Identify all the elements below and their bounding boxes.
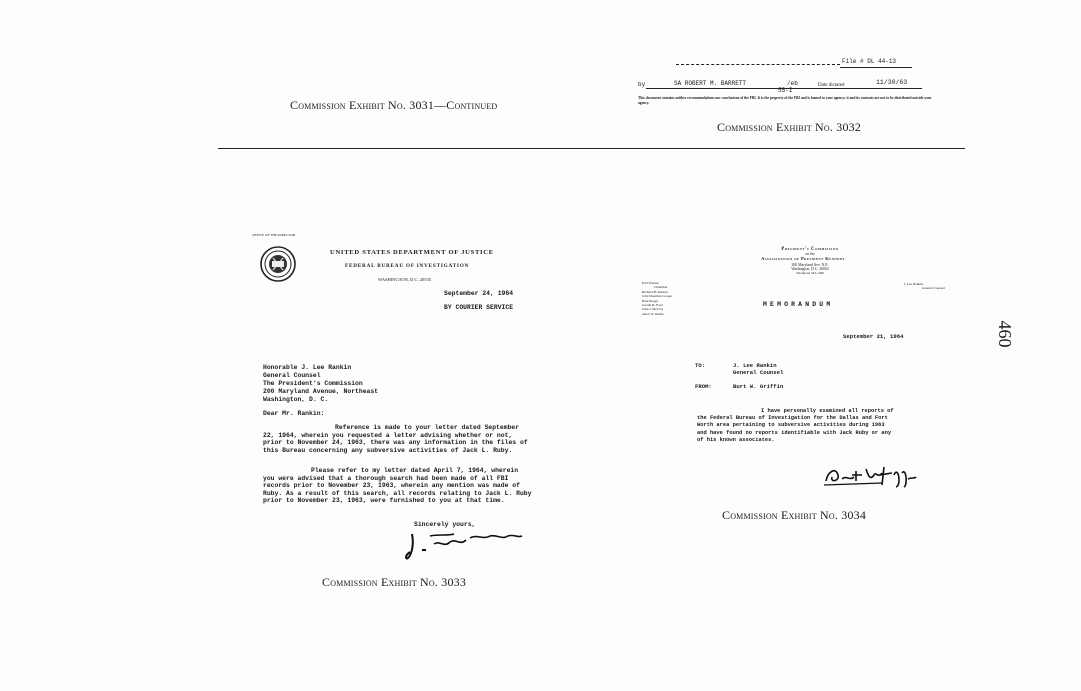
report-file-rule: [840, 67, 912, 68]
report-by-code: /eb: [787, 80, 798, 87]
fbi-seal-icon: [260, 246, 296, 287]
fbi-city: WASHINGTON, D.C. 20535: [378, 277, 432, 282]
caption-3033: Commission Exhibit No. 3033: [322, 575, 467, 589]
griffin-signature-text: [822, 461, 823, 462]
memo-org-line3: Assassination of President Kennedy: [761, 256, 845, 261]
address-line: 200 Maryland Avenue, Northeast: [263, 388, 379, 395]
fbi-department: UNITED STATES DEPARTMENT OF JUSTICE: [330, 249, 494, 256]
caption-3032: Commission Exhibit No. 3032: [717, 120, 862, 134]
memo-date: September 21, 1964: [843, 333, 904, 340]
report-code: 55-I: [778, 87, 793, 94]
hoover-signature-text: [404, 528, 405, 529]
report-by-label: by: [638, 81, 646, 88]
memo-org-line6: Telephone 543-1400: [796, 271, 824, 275]
letter-3033-para2: Please refer to my letter dated April 7, 1964, wherein you were advised that a thorough search had been made of all FBI records prior to November 23, 1963, wherein any mention was made of Ruby. As a result of this search, all records relating to Jack L. Ruby prior to November 23, 1963, were furnished to you at that time.: [263, 467, 532, 505]
roster-item: Chairman: [654, 285, 668, 290]
roster-item: John J. McCloy: [642, 307, 664, 312]
caption-3034: Commission Exhibit No. 3034: [722, 508, 867, 522]
letter-3033-address: [263, 364, 378, 404]
memo-to-label: TO:: [695, 362, 706, 369]
report-top-rule: [676, 64, 840, 65]
roster-title: General Counsel: [922, 286, 945, 291]
letter-3033-delivery: BY COURIER SERVICE: [444, 304, 514, 311]
memo-right-roster: [904, 282, 945, 291]
hoover-signature: [404, 528, 526, 562]
address-line: General Counsel: [263, 372, 321, 379]
address-line: Washington, D. C.: [263, 396, 329, 403]
memo-to-name: J. Lee Rankin: [733, 362, 777, 369]
memo-from-name: Burt W. Griffin: [733, 383, 784, 390]
report-file-label: File #: [842, 58, 864, 65]
memo-org-line4: 200 Maryland Ave. N.E.: [791, 263, 829, 267]
page-divider: [218, 148, 965, 149]
letter-3033-closing: Sincerely yours,: [414, 521, 476, 528]
roster-name: J. Lee Rankin,: [904, 282, 924, 286]
report-by-value: SA ROBERT M. BARRETT: [674, 80, 747, 87]
page-number: 460: [995, 320, 1015, 348]
roster-item: Earl Warren,: [642, 281, 660, 285]
address-line: The President's Commission: [263, 380, 363, 387]
roster-item: John Sherman Cooper: [642, 294, 673, 299]
roster-item: Richard B. Russell: [642, 289, 668, 294]
letter-3033-salutation: Dear Mr. Rankin:: [263, 410, 325, 417]
roster-item: Allen W. Dulles: [642, 311, 664, 316]
memo-to: [733, 362, 783, 376]
memo-letterhead: [760, 247, 860, 275]
memo-org-line5: Washington, D.C. 20002: [791, 267, 829, 271]
report-file-number: [842, 59, 896, 65]
memo-from-label: FROM:: [695, 383, 712, 390]
memo-body: I have personally examined all reports of the Federal Bureau of Investigation for the Dallas and Fort Worth area pertaining to subversive activities during 1963 and have found no reports identifiable with Jack Ruby or any of his known associates.: [697, 408, 894, 443]
report-date-value: 11/30/63: [876, 79, 908, 86]
report-date-label: Date dictated: [818, 83, 845, 88]
fbi-office-line: OFFICE OF THE DIRECTOR: [252, 233, 296, 237]
memo-org-line2: on the: [805, 252, 815, 256]
report-footer: This document contains neither recommendations nor conclusions of the FBI. It is the property of the FBI and is loaned to your agency; it and its contents are not to be distributed outside your agency.: [638, 96, 932, 105]
address-line: Honorable J. Lee Rankin: [263, 364, 352, 371]
letter-3033-para1: Reference is made to your letter dated September 22, 1964, wherein you requested a letter advising whether or not, prior to November 24, 1963, there was any information in the files of this Bureau concerning any subversive activities of Jack L. Ruby.: [263, 424, 528, 454]
roster-item: Hale Boggs: [642, 298, 658, 303]
memo-left-roster: [642, 281, 672, 316]
report-file-value: DL 44-13: [867, 58, 897, 65]
memo-org-line1: President's Commission: [781, 247, 839, 252]
memo-heading: MEMORANDUM: [763, 301, 834, 308]
griffin-signature: [822, 461, 918, 491]
memo-to-title: General Counsel: [733, 369, 784, 376]
roster-item: Gerald R. Ford: [642, 303, 663, 308]
letter-3033-date: September 24, 1964: [444, 290, 514, 297]
fbi-bureau: FEDERAL BUREAU OF INVESTIGATION: [345, 263, 470, 269]
caption-3031-continued: Commission Exhibit No. 3031—Continued: [290, 98, 498, 112]
